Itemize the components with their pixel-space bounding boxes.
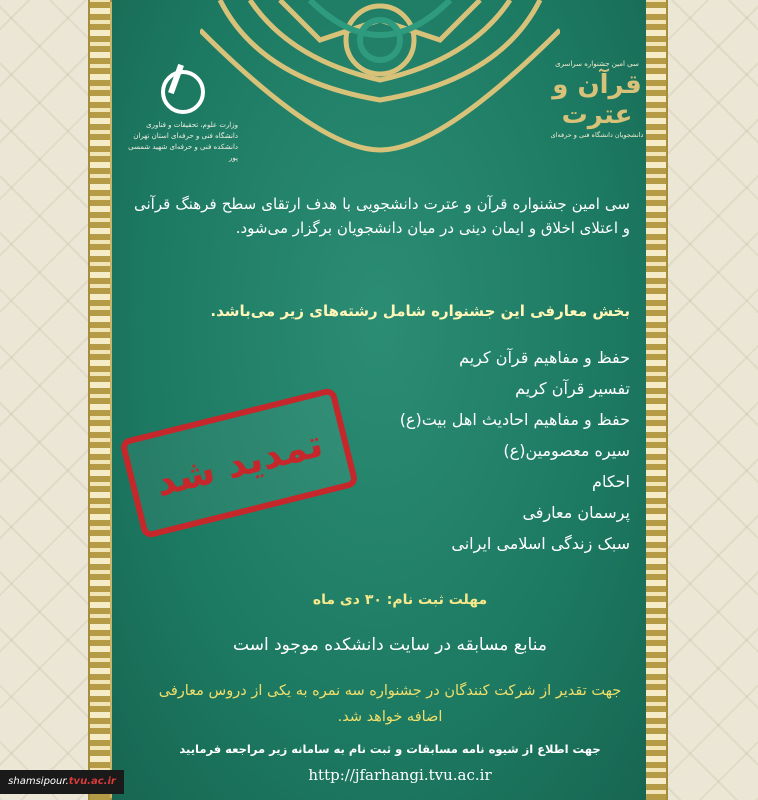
festival-logo-title-1: قرآن و: [552, 70, 642, 100]
intro-paragraph: سی امین جشنواره قرآن و عترت دانشجویی با هدف ارتقای سطح فرهنگ قرآنی و اعتلای اخلاق و ایمان دینی در میان دانشجویان برگزار می‌شود.: [134, 195, 630, 237]
list-item: سبک زندگی اسلامی ایرانی: [451, 534, 630, 553]
logo-line-2: دانشگاه فنی و حرفه‌ای استان تهران: [133, 132, 238, 140]
bonus-note: جهت تقدیر از شرکت کنندگان در جشنواره سه نمره به یکی از دروس معارفی اضافه خواهد شد.: [158, 683, 622, 725]
watermark-prefix: shamsipour.: [8, 776, 69, 787]
festival-logo: [538, 60, 656, 139]
section-title: بخش معارفی این جشنواره شامل رشته‌های زیر می‌باشد.: [210, 302, 630, 320]
stamp-text: تمدید شد: [150, 421, 328, 505]
list-item: حفظ و مفاهیم احادیث اهل بیت(ع): [399, 410, 630, 429]
list-item: سیره معصومین(ع): [503, 441, 630, 460]
info-note: جهت اطلاع از شیوه نامه مسابقات و ثبت نام به سامانه زیر مراجعه فرمایید: [179, 742, 601, 756]
registration-deadline: مهلت ثبت نام: ۳۰ دی ماه: [312, 592, 488, 608]
resources-note: منابع مسابقه در سایت دانشکده موجود است: [233, 635, 547, 655]
festival-logo-title-2: عترت: [561, 100, 633, 130]
logo-line-3: دانشکده فنی و حرفه‌ای شهید شمسی پور: [128, 143, 238, 162]
islamic-knot-ornament: [200, 0, 560, 160]
festival-logo-edition: سی امین جشنواره سراسری: [555, 60, 639, 68]
watermark-suffix: tvu.ac.ir: [68, 776, 116, 787]
university-emblem-icon: [161, 70, 205, 114]
list-item: حفظ و مفاهیم قرآن کریم: [459, 348, 630, 367]
logo-line-1: وزارت علوم، تحقیقات و فناوری: [146, 121, 238, 129]
site-watermark: [0, 770, 124, 794]
list-item: تفسیر قرآن کریم: [515, 379, 630, 398]
registration-link[interactable]: http://jfarhangi.tvu.ac.ir: [308, 766, 492, 784]
university-logo: [128, 70, 238, 164]
list-item: پرسمان معارفی: [522, 503, 630, 522]
greek-key-border-left: [90, 0, 110, 800]
list-item: احکام: [592, 472, 630, 491]
festival-logo-subtitle: دانشجویان دانشگاه فنی و حرفه‌ای: [550, 131, 644, 139]
